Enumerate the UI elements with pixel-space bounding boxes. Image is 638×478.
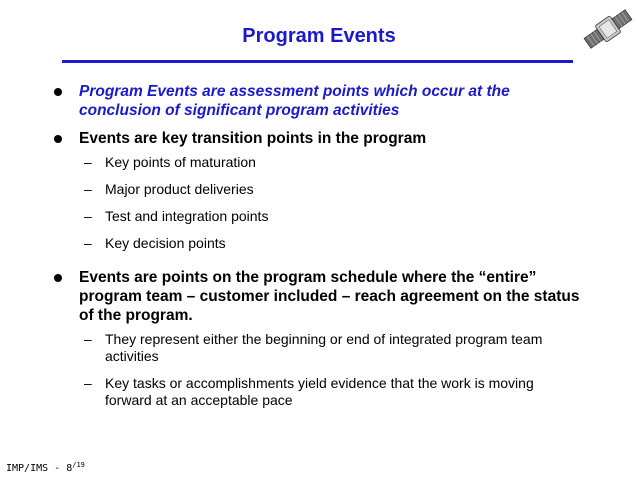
- dash-marker: –: [84, 331, 92, 347]
- subitem: [84, 331, 578, 365]
- subitem-text: They represent either the beginning or end of integrated program team activities: [105, 331, 543, 364]
- slide-body: [0, 82, 638, 409]
- bullet-1-text: Program Events are assessment points which occur at the conclusion of significant program activities: [79, 83, 510, 119]
- dash-marker: –: [84, 375, 92, 391]
- bullet-1: [79, 82, 588, 120]
- subitem: [84, 235, 578, 252]
- slide-number-label: IMP/IMS - 8: [6, 463, 73, 474]
- bullet-3: [79, 268, 588, 325]
- subitem-text: Major product deliveries: [105, 181, 254, 197]
- subitem: [84, 208, 578, 225]
- subitem: [84, 375, 578, 409]
- slide-number: [6, 459, 85, 475]
- bullet-2: [79, 129, 588, 148]
- subitem-text: Key tasks or accomplishments yield evidence that the work is moving forward at an acceptable pace: [105, 375, 534, 408]
- dash-marker: –: [84, 208, 92, 224]
- dash-marker: –: [84, 181, 92, 197]
- bullet-2-text: Events are key transition points in the program: [79, 130, 427, 147]
- subitem: [84, 181, 578, 198]
- subitem-text: Key points of maturation: [105, 154, 256, 170]
- bullet-dot: [54, 88, 62, 96]
- title-underline: [62, 60, 573, 63]
- bullet-3-text: Events are points on the program schedule where the “entire” program team – customer included – reach agreement on the status of the program.: [79, 269, 580, 324]
- bullet-dot: [54, 274, 62, 282]
- dash-marker: –: [84, 154, 92, 170]
- dash-marker: –: [84, 235, 92, 251]
- slide-total: /19: [72, 461, 85, 469]
- slide-title: Program Events: [242, 25, 396, 47]
- subitem-text: Test and integration points: [105, 208, 269, 224]
- subitem: [84, 154, 578, 171]
- bullet-dot: [54, 135, 62, 143]
- subitem-text: Key decision points: [105, 235, 226, 251]
- satellite-icon: [580, 4, 636, 54]
